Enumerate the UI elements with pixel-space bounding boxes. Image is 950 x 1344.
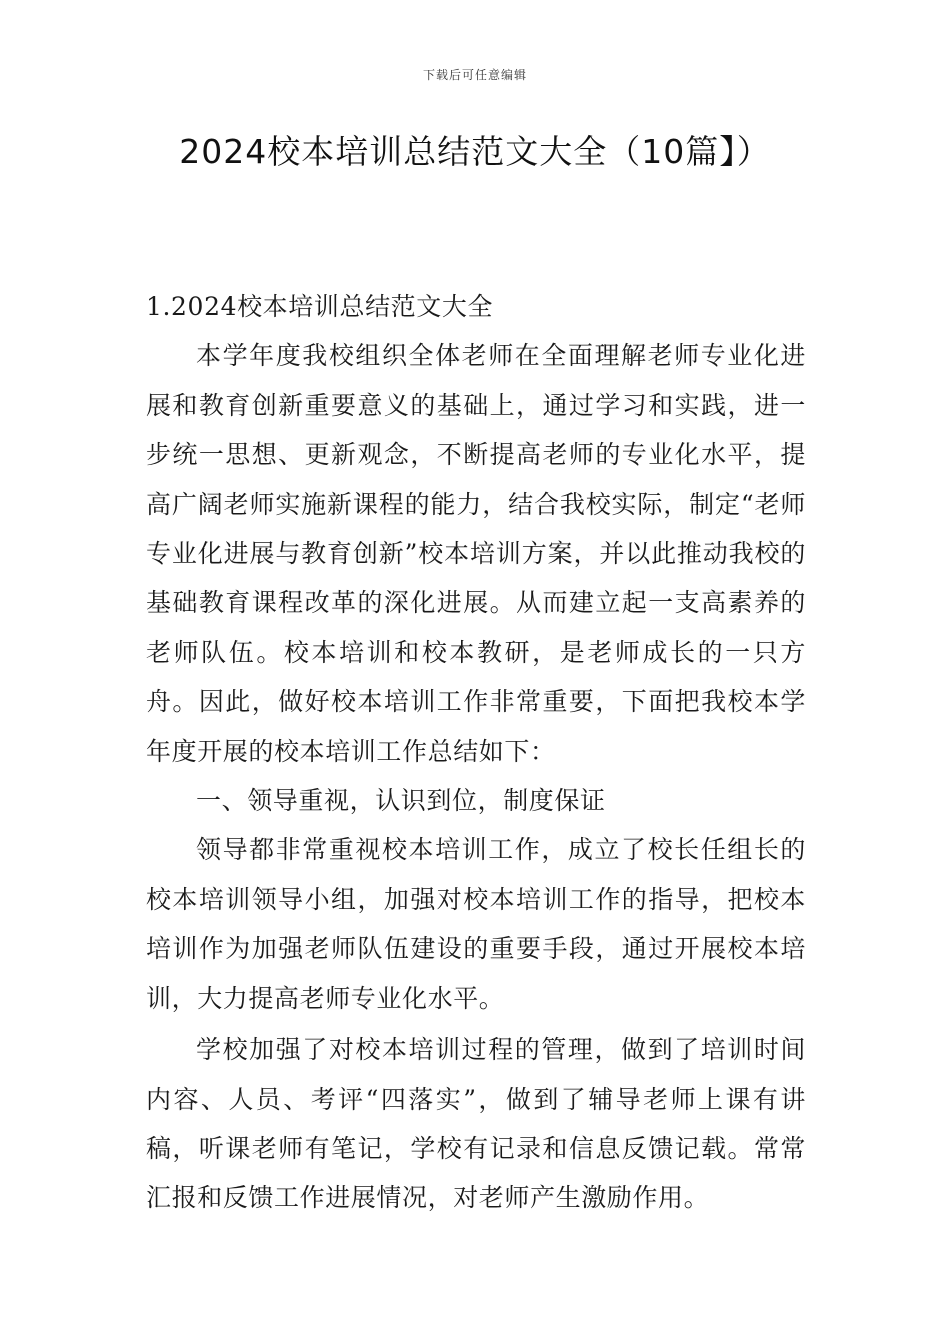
- subheading-leadership: 一、领导重视，认识到位，制度保证: [196, 786, 606, 816]
- paragraph-management: 学校加强了对校本培训过程的管理，做到了培训时间内容、人员、考评“四落实”，做到了辅导老师上课有讲稿，听课老师有笔记，学校有记录和信息反馈记载。常常汇报和反馈工作进展情况，对老师产生激励作用。: [146, 1035, 806, 1213]
- section-heading: 1.2024校本培训总结范文大全: [146, 292, 494, 321]
- header-note: 下载后可任意编辑: [422, 68, 527, 82]
- paragraph-intro: 本学年度我校组织全体老师在全面理解老师专业化进展和教育创新重要意义的基础上，通过学习和实践，进一步统一思想、更新观念，不断提高老师的专业化水平，提高广阔老师实施新课程的能力，结合我校实际，制定“老师专业化进展与教育创新”校本培训方案，并以此推动我校的基础教育课程改革的深化进展。从而建立起一支高素养的老师队伍。校本培训和校本教研，是老师成长的一只方舟。因此，做好校本培训工作非常重要，下面把我校本学年度开展的校本培训工作总结如下：: [146, 341, 806, 766]
- document-body: [146, 282, 806, 1223]
- paragraph-leadership: 领导都非常重视校本培训工作，成立了校长任组长的校本培训领导小组，加强对校本培训工作的指导，把校本培训作为加强老师队伍建设的重要手段，通过开展校本培训，大力提高老师专业化水平。: [146, 835, 806, 1013]
- page-title: 2024校本培训总结范文大全（10篇】）: [179, 132, 771, 171]
